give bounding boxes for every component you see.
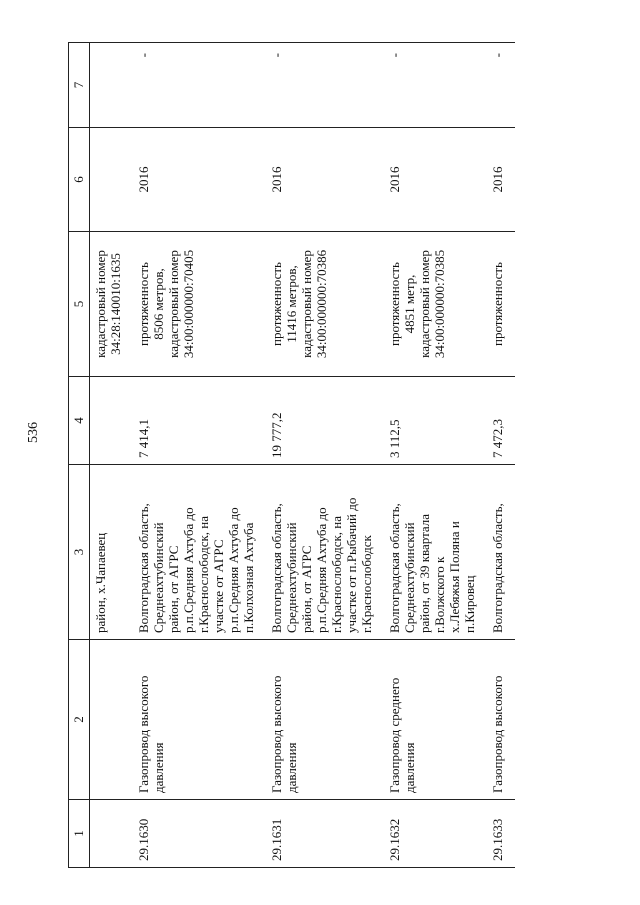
- header-col-2: 2: [69, 640, 90, 800]
- cell-line: район, от 39 квартала: [417, 513, 432, 633]
- cell-line: р.п.Средняя Ахтуба до: [314, 507, 329, 633]
- cell-line: протяженность: [490, 262, 505, 346]
- cell-cost: 7 472,3: [487, 377, 515, 465]
- cell-line: район, от АГРС: [299, 545, 314, 633]
- cell-address: [384, 465, 487, 640]
- cell-line: протяженность: [269, 262, 284, 346]
- cell-details: [384, 232, 487, 377]
- cell-note: -: [133, 43, 266, 128]
- cell-line: Волгоградская область,: [387, 503, 402, 633]
- cell-address: [487, 465, 515, 640]
- cell-address: [90, 465, 134, 640]
- cell-line: протяженность: [136, 262, 151, 346]
- cell-year: 2016: [487, 128, 515, 232]
- cell-line: Волгоградская область,: [490, 503, 505, 633]
- cell-id: 29.1631: [266, 800, 384, 868]
- cell-name: [133, 640, 266, 800]
- cell-line: Волгоградская область,: [136, 503, 151, 633]
- cell-line: кадастровый номер: [299, 250, 314, 358]
- cell-line: 34:28:140010:1635: [108, 253, 123, 355]
- cell-name: [90, 640, 134, 800]
- cell-line: г.Краснослободск: [359, 535, 374, 633]
- cell-line: х.Лебяжья Поляна и: [447, 521, 462, 633]
- cell-line: 8506 метров,: [151, 268, 166, 340]
- cell-note: -: [384, 43, 487, 128]
- cell-name: [384, 640, 487, 800]
- cell-name: [487, 640, 515, 800]
- cell-line: Газопровод высокого: [136, 675, 151, 793]
- cell-line: р.п.Средняя Ахтуба до: [181, 507, 196, 633]
- cell-line: давления: [284, 742, 299, 793]
- header-col-1: 1: [69, 800, 90, 868]
- cell-note: -: [266, 43, 384, 128]
- header-row: [69, 43, 90, 868]
- cell-line: г.Краснослободск, на: [329, 515, 344, 633]
- cell-note: -: [487, 43, 515, 128]
- cell-line: п.Кировец: [462, 575, 477, 633]
- cell-line: 34:00:000000:70405: [181, 249, 196, 359]
- cell-line: кадастровый номер: [417, 250, 432, 358]
- header-col-3: 3: [69, 465, 90, 640]
- table-header: [69, 43, 90, 868]
- cell-line: Газопровод высокого: [490, 675, 505, 793]
- table-body: [90, 43, 516, 868]
- cell-details: [487, 232, 515, 377]
- cell-line: Среднеахтубинский: [402, 522, 417, 633]
- cell-name: [266, 640, 384, 800]
- cell-line: п.Колхозная Ахтуба: [241, 522, 256, 633]
- header-col-5: 5: [69, 232, 90, 377]
- cell-line: Газопровод высокого: [269, 675, 284, 793]
- cell-cost: 3 112,5: [384, 377, 487, 465]
- pipeline-table: [68, 42, 515, 868]
- cell-line: кадастровый номер: [93, 250, 108, 358]
- cell-id: 29.1632: [384, 800, 487, 868]
- cell-id: 29.1630: [133, 800, 266, 868]
- cell-details: [266, 232, 384, 377]
- rotated-table-container: [68, 43, 608, 868]
- table-row: [384, 43, 487, 868]
- header-col-6: 6: [69, 128, 90, 232]
- header-col-7: 7: [69, 43, 90, 128]
- cell-line: кадастровый номер: [166, 250, 181, 358]
- cell-line: г.Волжского к: [432, 556, 447, 633]
- cell-line: район, х.Чапаевец: [93, 532, 108, 633]
- cell-line: Волгоградская область,: [269, 503, 284, 633]
- cell-cost: 7 414,1: [133, 377, 266, 465]
- header-col-4: 4: [69, 377, 90, 465]
- cell-line: протяженность: [387, 262, 402, 346]
- cell-line: Среднеахтубинский: [284, 522, 299, 633]
- table-row: [266, 43, 384, 868]
- table-row: [487, 43, 515, 868]
- cell-line: участке от п.Рыбачий до: [344, 497, 359, 633]
- cell-year: 2016: [133, 128, 266, 232]
- cell-year: 2016: [384, 128, 487, 232]
- cell-year: [90, 128, 134, 232]
- cell-year: 2016: [266, 128, 384, 232]
- continuation-row: [90, 43, 134, 868]
- page-number: 536: [26, 422, 41, 443]
- cell-id: [90, 800, 134, 868]
- cell-line: давления: [151, 742, 166, 793]
- cell-line: давления: [402, 742, 417, 793]
- cell-line: 34:00:000000:70385: [432, 249, 447, 359]
- cell-address: [266, 465, 384, 640]
- cell-address: [133, 465, 266, 640]
- cell-details: [90, 232, 134, 377]
- cell-line: 34:00:000000:70386: [314, 249, 329, 359]
- cell-line: 4851 метр,: [402, 274, 417, 334]
- cell-line: Газопровод среднего: [387, 677, 402, 793]
- cell-cost: [90, 377, 134, 465]
- cell-line: район, от АГРС: [166, 545, 181, 633]
- cell-cost: 19 777,2: [266, 377, 384, 465]
- cell-note: [90, 43, 134, 128]
- cell-details: [133, 232, 266, 377]
- cell-line: Среднеахтубинский: [151, 522, 166, 633]
- cell-line: 11416 метров,: [284, 265, 299, 343]
- cell-line: участке от АГРС: [211, 539, 226, 633]
- cell-line: г.Краснослободск, на: [196, 515, 211, 633]
- cell-id: 29.1633: [487, 800, 515, 868]
- table-row: [133, 43, 266, 868]
- cell-line: р.п.Средняя Ахтуба до: [226, 507, 241, 633]
